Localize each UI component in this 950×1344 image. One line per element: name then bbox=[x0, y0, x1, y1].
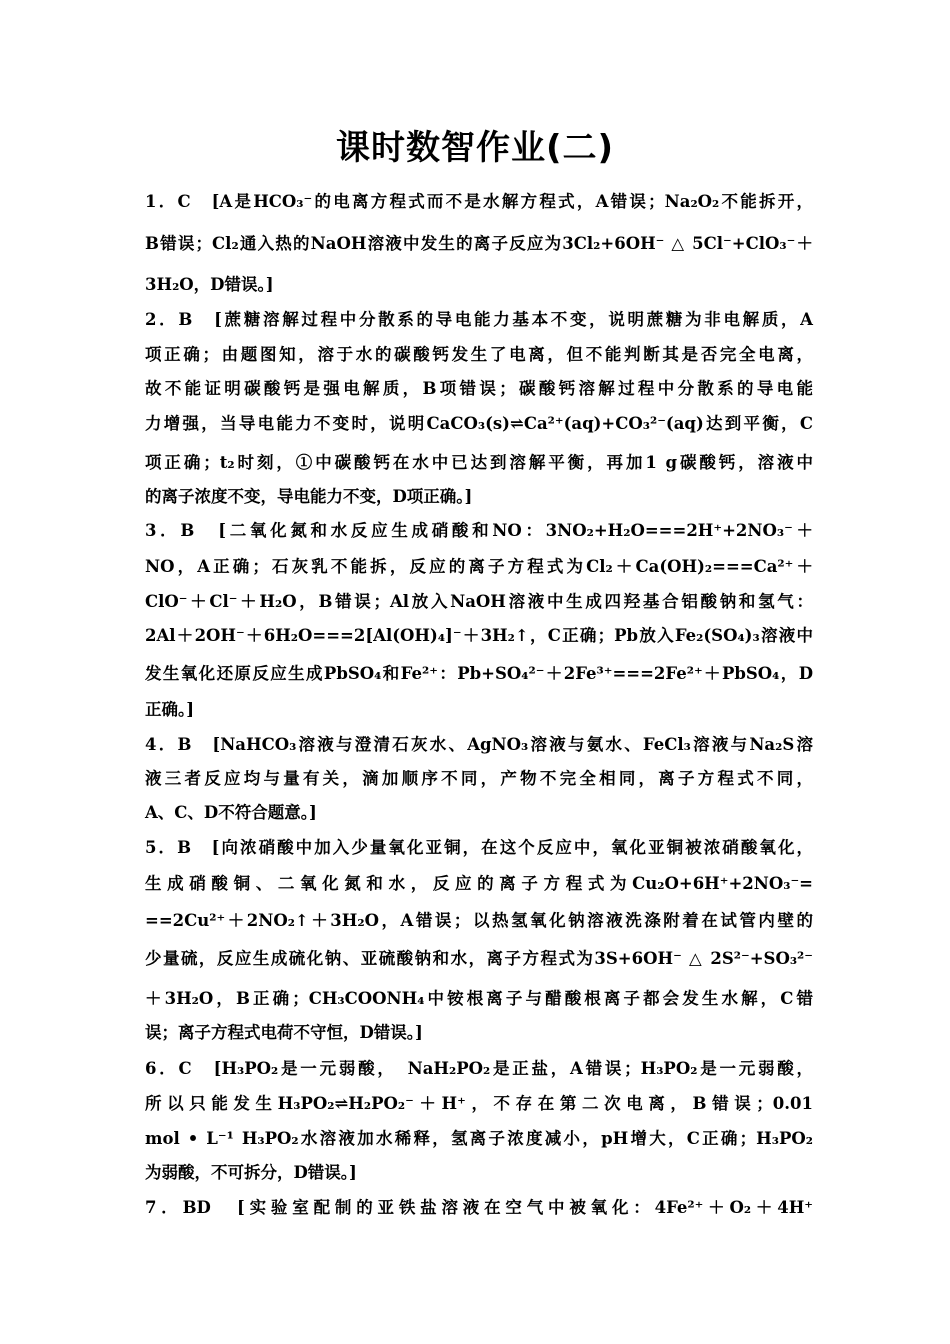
text-line: 3H₂O，D错误。] bbox=[145, 275, 274, 294]
text-line: mol • L⁻¹ H₃PO₂水溶液加水稀释，氢离子浓度减小，pH增大，C正确；H₃PO₂ bbox=[145, 1129, 813, 1148]
text-line: 2．B [蔗糖溶解过程中分散系的导电能力基本不变，说明蔗糖为非电解质，A bbox=[145, 310, 813, 329]
text-line: A、C、D不符合题意。] bbox=[145, 803, 317, 822]
text-line: 误；离子方程式电荷不守恒，D错误。] bbox=[145, 1023, 423, 1042]
text-line: 液三者反应均与量有关，滴加顺序不同，产物不完全相同，离子方程式不同， bbox=[145, 769, 813, 788]
text-line: NO，A正确；石灰乳不能拆，反应的离子方程式为Cl₂＋Ca(OH)₂===Ca²⁺＋ bbox=[145, 557, 813, 576]
text-line: 力增强，当导电能力不变时，说明CaCO₃(s)⇌Ca²⁺(aq)+CO₃²⁻(aq)达到平衡，C bbox=[145, 414, 813, 433]
text-line: 4．B [NaHCO₃溶液与澄清石灰水、AgNO₃溶液与氨水、FeCl₃溶液与Na₂S溶 bbox=[145, 735, 813, 754]
text-line: 生成硝酸铜、二氧化氮和水，反应的离子方程式为Cu₂O+6H⁺+2NO₃⁻= bbox=[145, 874, 813, 893]
text-line: 所以只能发生H₃PO₂⇌H₂PO₂⁻＋H⁺，不存在第二次电离，B错误；0.01 bbox=[145, 1094, 813, 1113]
text-line: 正确。] bbox=[145, 700, 195, 719]
text-line: 的离子浓度不变，导电能力不变，D项正确。] bbox=[145, 487, 473, 506]
text-line: 故不能证明碳酸钙是强电解质，B项错误；碳酸钙溶解过程中分散系的导电能 bbox=[145, 379, 813, 398]
text-line: ClO⁻＋Cl⁻＋H₂O，B错误；Al放入NaOH溶液中生成四羟基合铝酸钠和氢气： bbox=[145, 592, 813, 611]
text-line: 6．C [H₃PO₂是一元弱酸， NaH₂PO₂是正盐，A错误；H₃PO₂是一元弱酸， bbox=[145, 1059, 813, 1078]
text-line: 为弱酸，不可拆分，D错误。] bbox=[145, 1163, 357, 1182]
text-line: B错误；Cl₂通入热的NaOH溶液中发生的离子反应为3Cl₂+6OH⁻ △ 5Cl⁻+ClO₃⁻＋ bbox=[145, 234, 813, 253]
text-line: 项正确；t₂时刻，①中碳酸钙在水中已达到溶解平衡，再加1 g碳酸钙，溶液中 bbox=[145, 453, 813, 472]
text-line: ＋3H₂O，B正确；CH₃COONH₄中铵根离子与醋酸根离子都会发生水解，C错 bbox=[145, 989, 813, 1008]
text-line: 3．B [二氧化氮和水反应生成硝酸和NO：3NO₂+H₂O===2H⁺+2NO₃⁻＋ bbox=[145, 521, 813, 540]
text-line: 发生氧化还原反应生成PbSO₄和Fe²⁺：Pb+SO₄²⁻＋2Fe³⁺===2Fe²⁺＋PbSO₄，D bbox=[145, 664, 813, 683]
text-line: 2Al＋2OH⁻＋6H₂O===2[Al(OH)₄]⁻＋3H₂↑，C正确；Pb放入Fe₂(SO₄)₃溶液中 bbox=[145, 626, 813, 645]
text-line: 项正确；由题图知，溶于水的碳酸钙发生了电离，但不能判断其是否完全电离， bbox=[145, 345, 813, 364]
text-line: ==2Cu²⁺＋2NO₂↑＋3H₂O，A错误；以热氢氧化钠溶液洗涤附着在试管内壁的 bbox=[145, 911, 813, 930]
text-line: 少量硫，反应生成硫化钠、亚硫酸钠和水，离子方程式为3S+6OH⁻ △ 2S²⁻+SO₃²⁻ bbox=[145, 949, 813, 968]
text-line: 7．BD [实验室配制的亚铁盐溶液在空气中被氧化：4Fe²⁺＋O₂＋4H⁺ bbox=[145, 1198, 813, 1217]
text-line: 5．B [向浓硝酸中加入少量氧化亚铜，在这个反应中，氧化亚铜被浓硝酸氧化， bbox=[145, 838, 813, 857]
text-line: 1．C [A是HCO₃⁻的电离方程式而不是水解方程式，A错误；Na₂O₂不能拆开， bbox=[145, 192, 813, 211]
page-title: 课时数智作业(二) bbox=[335, 128, 615, 168]
